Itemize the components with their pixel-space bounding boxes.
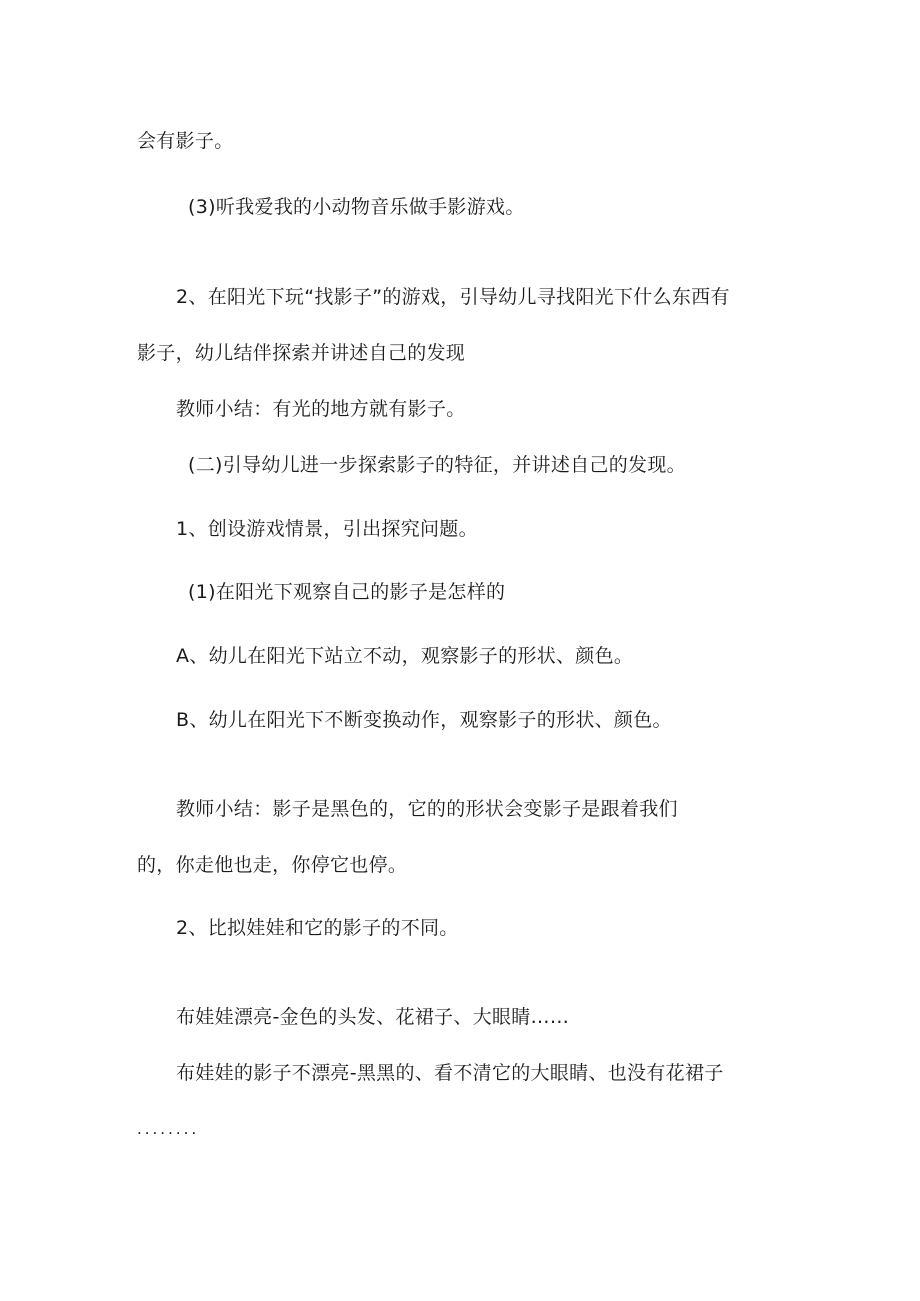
text-line: 教师小结：影子是黑色的，它的的形状会变影子是跟着我们	[176, 798, 678, 820]
text-line: B、幼儿在阳光下不断变换动作，观察影子的形状、颜色。	[176, 709, 672, 731]
text-line: 的，你走他也走，你停它也停。	[137, 854, 408, 876]
text-line: 2、比拟娃娃和它的影子的不同。	[176, 917, 459, 939]
text-line: 教师小结：有光的地方就有影子。	[176, 398, 466, 420]
text-line: 1、创设游戏情景，引出探究问题。	[176, 518, 478, 540]
text-line: 布娃娃漂亮-金色的头发、花裙子、大眼睛……	[176, 1006, 570, 1028]
text-line: 影子，幼儿结伴探索并讲述自己的发现	[137, 342, 466, 364]
text-line: A、幼儿在阳光下站立不动，观察影子的形状、颜色。	[176, 645, 634, 667]
text-line: 布娃娃的影子不漂亮-黑黑的、看不清它的大眼睛、也没有花裙子	[176, 1062, 724, 1084]
ellipsis-line: ........	[137, 1120, 200, 1138]
text-line: (3)听我爱我的小动物音乐做手影游戏。	[188, 196, 525, 218]
text-line: 2、在阳光下玩“找影子”的游戏，引导幼儿寻找阳光下什么东西有	[176, 286, 730, 308]
text-line: 会有影子。	[137, 130, 234, 152]
text-line: (1)在阳光下观察自己的影子是怎样的	[188, 581, 506, 603]
text-line: (二)引导幼儿进一步探索影子的特征，并讲述自己的发现。	[188, 454, 686, 476]
